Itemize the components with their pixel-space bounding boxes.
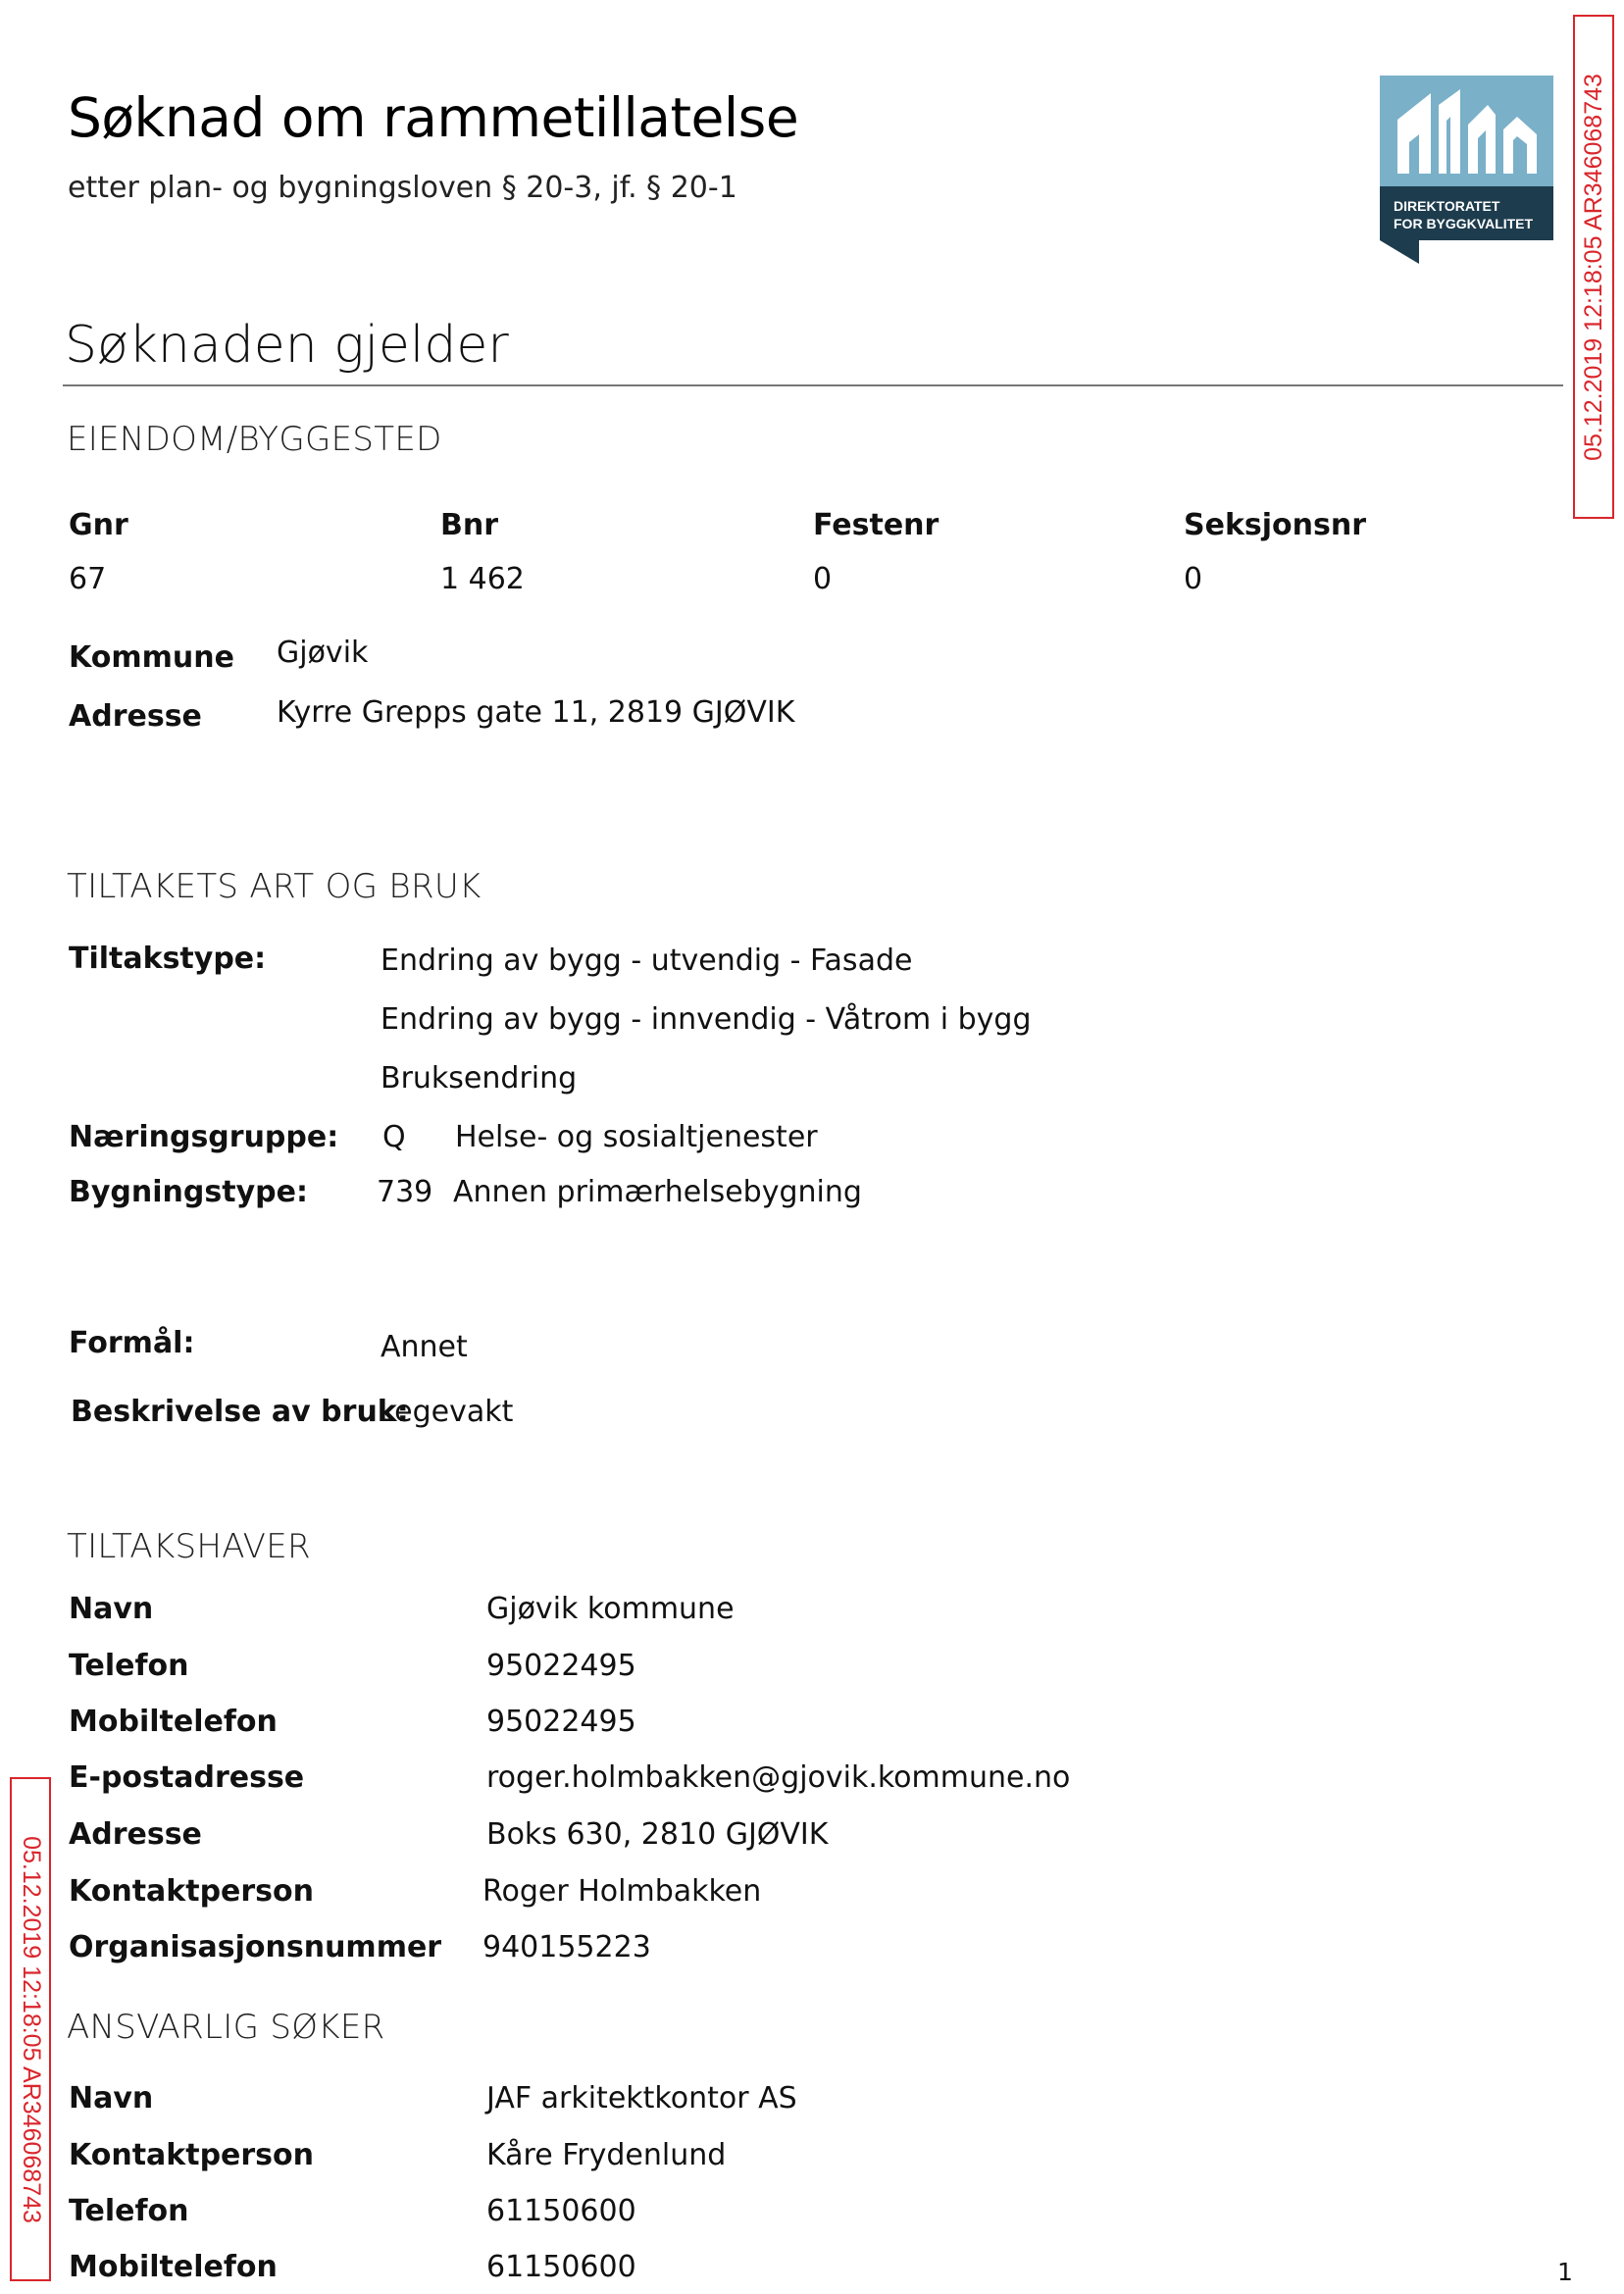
soker-mobil-value: 61150600 [486, 2250, 636, 2284]
tiltakshaver-telefon-value: 95022495 [486, 1649, 636, 1683]
tiltakstype-item: Bruksendring [381, 1061, 578, 1096]
tiltakshaver-orgnr-value: 940155223 [482, 1930, 651, 1964]
tiltakshaver-navn-label: Navn [69, 1592, 154, 1626]
seksjonsnr-label: Seksjonsnr [1184, 508, 1367, 542]
tiltakstype-item: Endring av bygg - utvendig - Fasade [381, 943, 913, 978]
soker-navn-value: JAF arkitektkontor AS [486, 2081, 797, 2116]
soker-navn-label: Navn [69, 2081, 154, 2116]
naeringsgruppe-text: Helse- og sosialtjenester [455, 1120, 818, 1154]
document-title: Søknad om rammetillatelse [68, 86, 799, 149]
kommune-value: Gjøvik [277, 636, 369, 670]
kommune-label: Kommune [69, 640, 234, 675]
archive-stamp-text: 05.12.2019 12:18:05 AR346068743 [1579, 73, 1607, 461]
gnr-label: Gnr [69, 508, 128, 542]
beskrivelse-label: Beskrivelse av bruk: [71, 1395, 409, 1429]
tiltakshaver-heading: TILTAKSHAVER [67, 1527, 311, 1566]
bnr-value: 1 462 [440, 562, 525, 596]
adresse-value: Kyrre Grepps gate 11, 2819 GJØVIK [277, 695, 795, 730]
archive-stamp-top [1573, 15, 1614, 519]
bygningstype-text: Annen primærhelsebygning [453, 1175, 862, 1209]
seksjonsnr-value: 0 [1184, 562, 1203, 596]
archive-stamp-side [10, 1777, 51, 2281]
gnr-value: 67 [69, 562, 107, 596]
festenr-label: Festenr [813, 508, 939, 542]
festenr-value: 0 [813, 562, 833, 596]
tiltakshaver-adresse-value: Boks 630, 2810 GJØVIK [486, 1817, 829, 1852]
section-title: Søknaden gjelder [65, 316, 509, 375]
soker-telefon-value: 61150600 [486, 2194, 636, 2228]
soker-kontakt-value: Kåre Frydenlund [486, 2138, 727, 2172]
adresse-label: Adresse [69, 699, 202, 734]
section-divider [63, 384, 1563, 386]
tiltakshaver-mobil-label: Mobiltelefon [69, 1705, 278, 1739]
soker-kontakt-label: Kontaktperson [69, 2138, 315, 2172]
tiltakshaver-adresse-label: Adresse [69, 1817, 202, 1852]
soker-mobil-label: Mobiltelefon [69, 2250, 278, 2284]
formal-label: Formål: [69, 1326, 195, 1360]
bygningstype-code: 739 [377, 1175, 433, 1209]
logo-text-line2: FOR BYGGKVALITET [1394, 216, 1534, 231]
tiltakstype-label: Tiltakstype: [69, 942, 267, 976]
tiltakshaver-epost-label: E-postadresse [69, 1760, 305, 1795]
formal-value: Annet [381, 1330, 468, 1364]
tiltakshaver-mobil-value: 95022495 [486, 1705, 636, 1739]
dibk-logo [1380, 76, 1553, 264]
naeringsgruppe-label: Næringsgruppe: [69, 1120, 339, 1154]
tiltakstype-item: Endring av bygg - innvendig - Våtrom i bygg [381, 1002, 1032, 1037]
tiltak-heading: TILTAKETS ART OG BRUK [67, 867, 482, 906]
naeringsgruppe-code: Q [382, 1120, 406, 1154]
building-logo-icon [1380, 76, 1553, 264]
tiltakshaver-epost-value: roger.holmbakken@gjovik.kommune.no [486, 1760, 1071, 1795]
page-number: 1 [1557, 2258, 1573, 2286]
bygningstype-label: Bygningstype: [69, 1175, 308, 1209]
tiltakshaver-orgnr-label: Organisasjonsnummer [69, 1930, 442, 1964]
ansvarlig-soker-heading: ANSVARLIG SØKER [67, 2008, 385, 2047]
document-subtitle: etter plan- og bygningsloven § 20-3, jf. § 20-1 [68, 171, 737, 205]
soker-telefon-label: Telefon [69, 2194, 189, 2228]
tiltakshaver-telefon-label: Telefon [69, 1649, 189, 1683]
archive-stamp-text: 05.12.2019 12:18:05 AR346068743 [17, 1835, 45, 2223]
beskrivelse-value: Legevakt [379, 1395, 514, 1429]
tiltakshaver-kontakt-label: Kontaktperson [69, 1874, 315, 1909]
bnr-label: Bnr [440, 508, 499, 542]
eiendom-heading: EIENDOM/BYGGESTED [67, 420, 442, 459]
logo-text-line1: DIREKTORATET [1394, 198, 1500, 214]
tiltakshaver-navn-value: Gjøvik kommune [486, 1592, 735, 1626]
tiltakshaver-kontakt-value: Roger Holmbakken [482, 1874, 762, 1909]
